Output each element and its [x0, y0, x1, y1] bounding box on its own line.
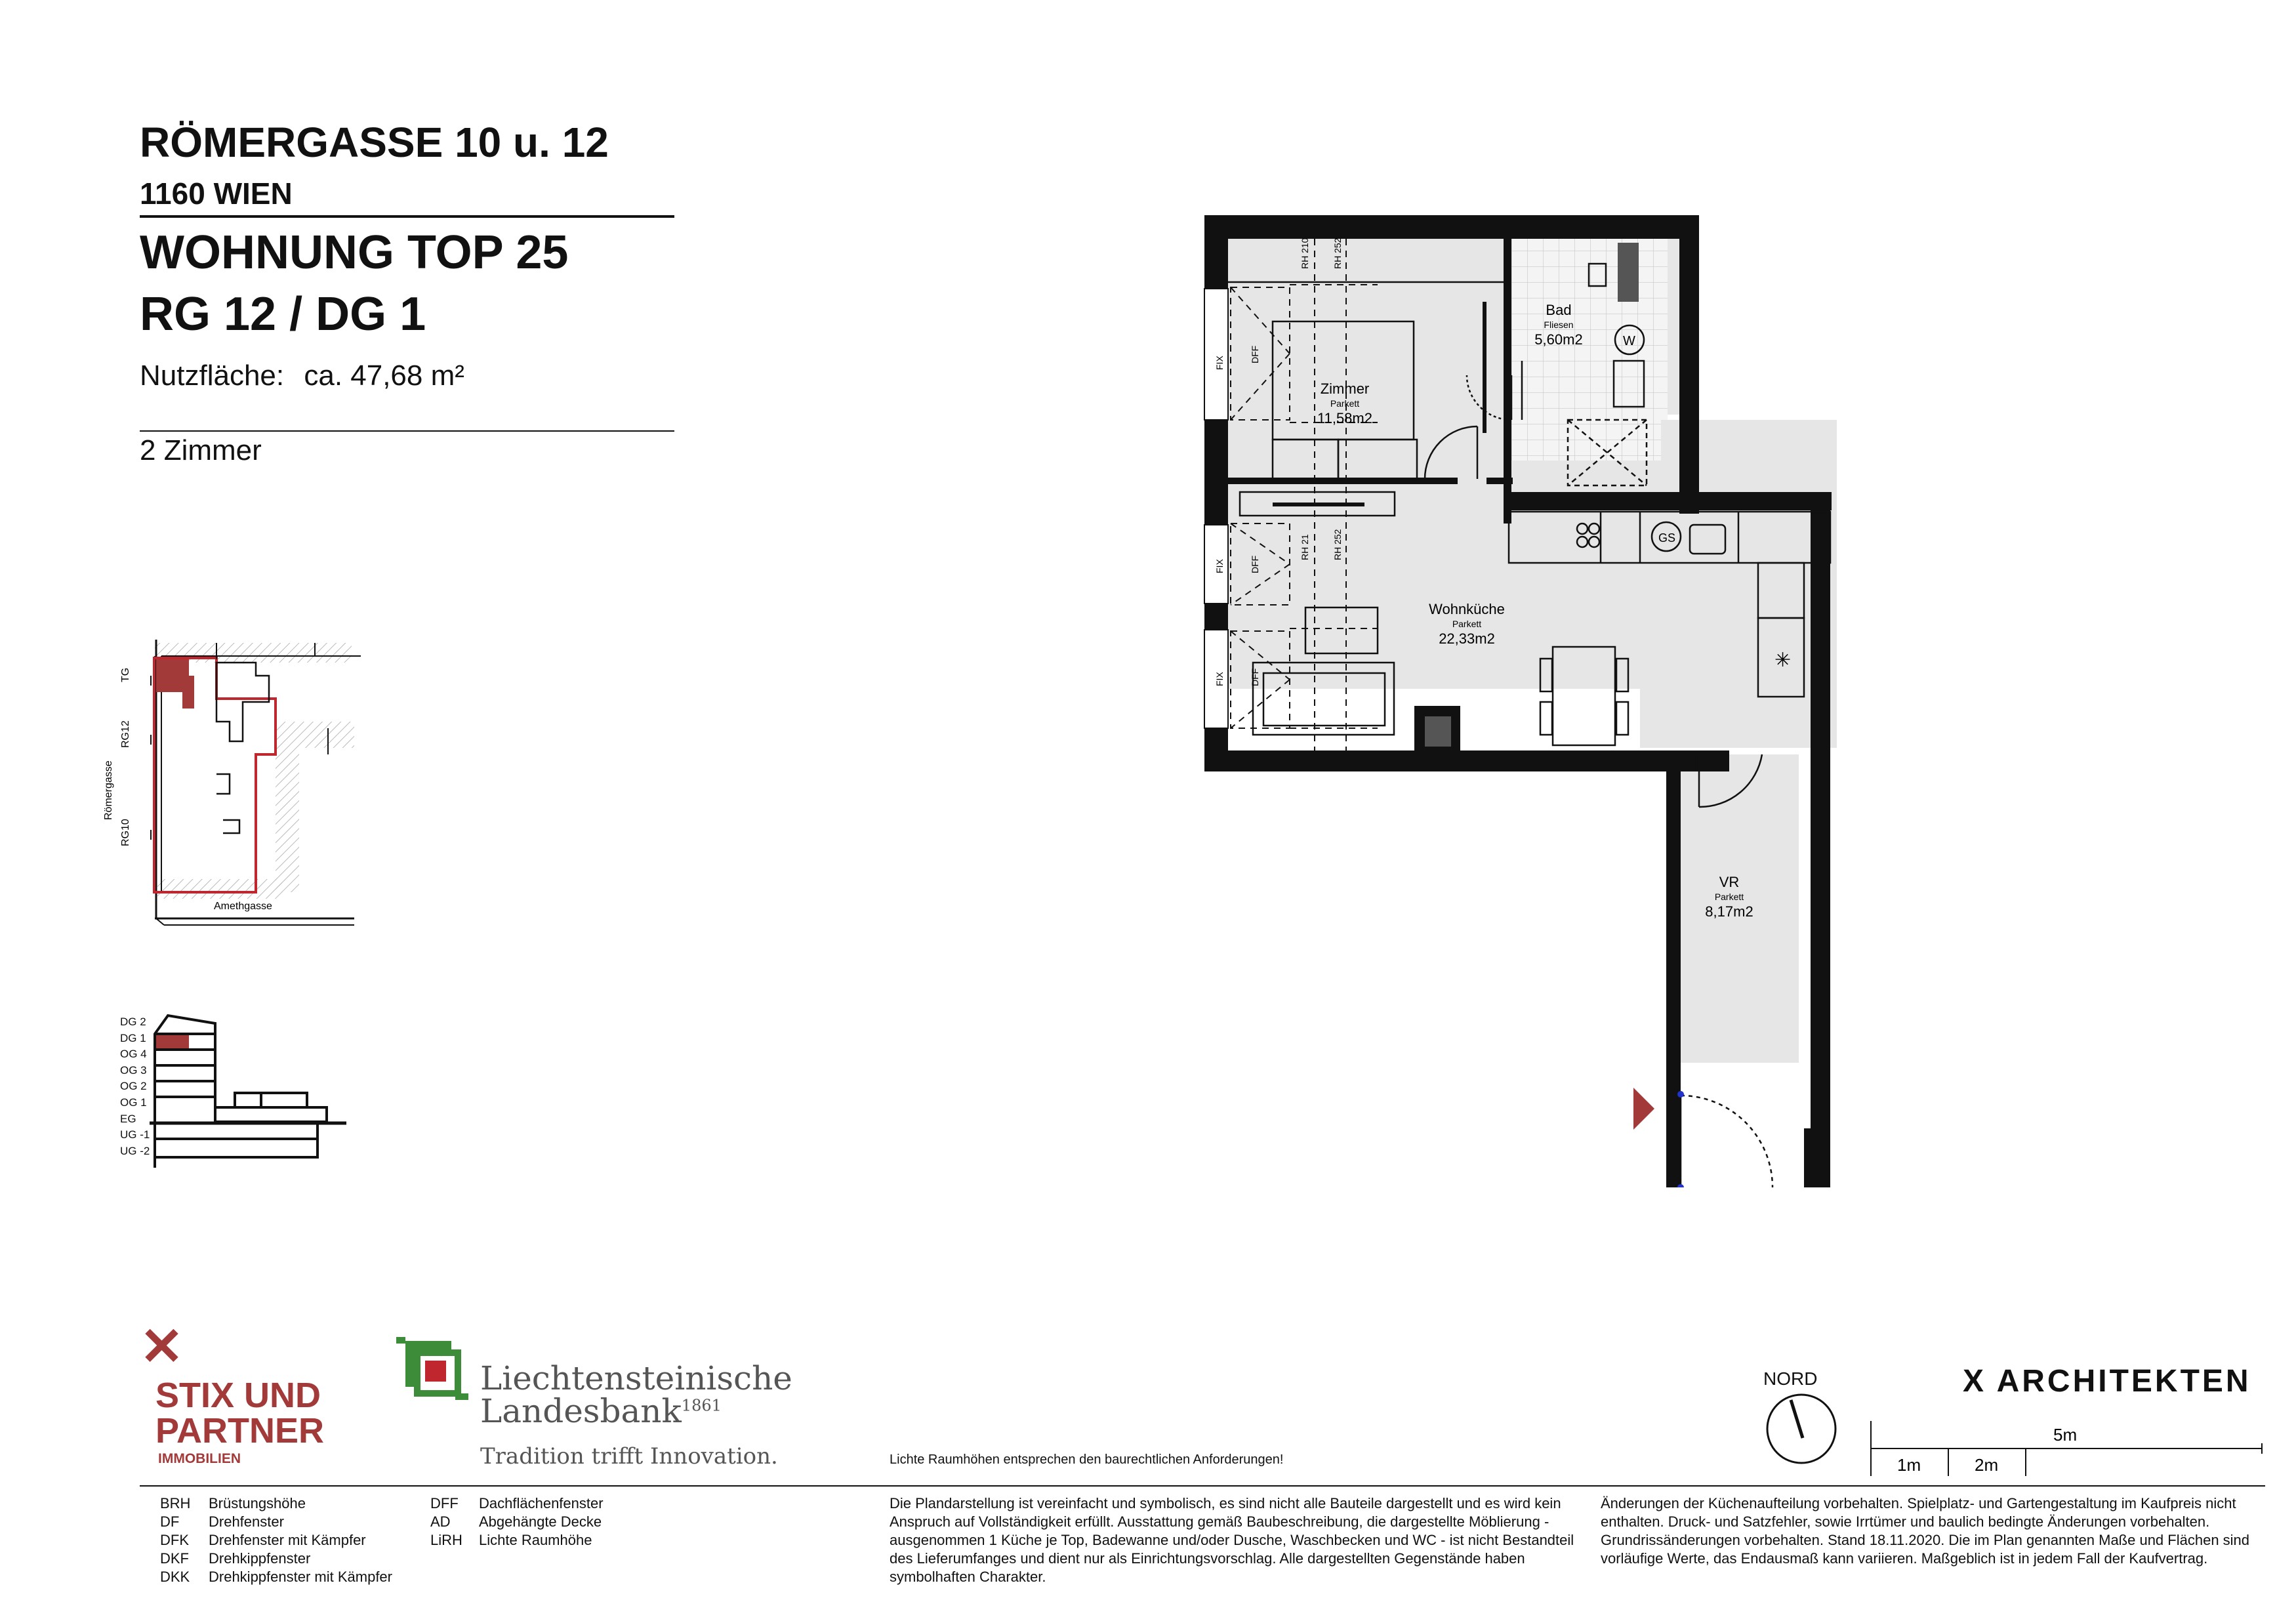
entrance-arrow-icon [1633, 1088, 1654, 1130]
llb-logo [396, 1332, 816, 1476]
ceiling-note: Lichte Raumhöhen entsprechen den baurechtlichen Anforderungen! [890, 1452, 1284, 1467]
legend-abbr: BRH [160, 1495, 191, 1511]
llb-slogan: Tradition trifft Innovation. [480, 1443, 778, 1469]
legend-text: Abgehängte Decke [479, 1513, 602, 1530]
section-highlight [156, 1035, 189, 1048]
scale-2m: 2m [1975, 1455, 1999, 1475]
legend-row [430, 1513, 604, 1531]
legend-text: Lichte Raumhöhe [479, 1532, 592, 1548]
fix-label: FIX [1214, 559, 1225, 573]
stix-line2: PARTNER [155, 1411, 325, 1450]
legend-text: Drehkippfenster [209, 1550, 311, 1567]
site-label-amethgasse: Amethgasse [214, 901, 272, 912]
area-row [140, 360, 464, 392]
llb-line2: Landesbank [480, 1392, 682, 1430]
room-floor: Parkett [1714, 892, 1744, 902]
area-value: ca. 47,68 m² [304, 360, 464, 392]
scale-1m: 1m [1897, 1455, 1921, 1475]
legend-row [430, 1494, 604, 1513]
floor-label: OG 3 [120, 1063, 147, 1077]
floor-label: DG 1 [120, 1031, 146, 1044]
legend-text: Brüstungshöhe [209, 1495, 306, 1511]
rh-label: RH 252 [1332, 529, 1343, 560]
legend-abbr: DFF [430, 1495, 459, 1511]
dff-label: DFF [1250, 555, 1260, 573]
legend-abbr: DF [160, 1513, 180, 1530]
floor-label: UG -1 [120, 1128, 150, 1141]
llb-line1: Liechtensteinische [480, 1359, 792, 1397]
fix-label: FIX [1214, 672, 1225, 686]
legend-abbr: DFK [160, 1532, 189, 1548]
site-label-rg10: RG10 [120, 819, 131, 846]
floor-label: OG 2 [120, 1080, 147, 1093]
room-floor: Fliesen [1544, 319, 1574, 330]
legend-text: Drehfenster [209, 1513, 284, 1530]
site-plan [98, 630, 374, 932]
dff-label: DFF [1250, 668, 1260, 686]
north-arrow-icon [1762, 1389, 1841, 1468]
legend-abbr: AD [430, 1513, 451, 1530]
llb-year: 1861 [681, 1396, 722, 1415]
city-subtitle: 1160 WIEN [140, 176, 293, 211]
floor-label: EG [120, 1112, 136, 1125]
legend-text: Drehfenster mit Kämpfer [209, 1532, 366, 1548]
x-logo-icon: ✕ [140, 1317, 184, 1376]
scale-bar [1870, 1417, 2263, 1476]
site-label-tg: TG [120, 667, 131, 682]
floor-label: OG 1 [120, 1096, 147, 1109]
floor-label: OG 4 [120, 1048, 147, 1061]
dff-label: DFF [1250, 345, 1260, 363]
scale-5m: 5m [2053, 1425, 2078, 1445]
legend-col1 [160, 1494, 392, 1586]
washer-label: W [1623, 334, 1635, 348]
floor-label: UG -2 [120, 1144, 150, 1157]
floor-plan [1181, 203, 1837, 1187]
legend-row [160, 1513, 392, 1531]
area-label: Nutzfläche: [140, 360, 285, 392]
footer-divider [140, 1485, 2265, 1487]
fix-label: FIX [1214, 356, 1225, 370]
disclaimer-left: Die Plandarstellung ist vereinfacht und symbolisch, es sind nicht alle Bauteile dargestellt und es wird kein Anspruch auf Vollständigkeit erfüllt. Ausstattung gemäß Baubeschreibung, die dargestellte Möblierung - ausgenommen 1 Küche je Top, Badewanne und/oder Dusche, Waschbecken und WC - ist nicht Bestandteil des Lieferumfanges und dient nur als Einrichtungsvorschlag. Alle dargestellten Gegenstände haben symbolhaften Charakter. [890, 1495, 1574, 1585]
legend-row [160, 1494, 392, 1513]
legend-abbr: LiRH [430, 1532, 462, 1548]
entrance-marker-icon [1677, 1091, 1684, 1098]
legend-text: Dachflächenfenster [479, 1495, 604, 1511]
room-name: Zimmer [1320, 380, 1370, 397]
building-title: RG 12 / DG 1 [140, 288, 426, 340]
north-label: NORD [1763, 1368, 1818, 1389]
legend-abbr: DKK [160, 1569, 190, 1585]
stix-line1: STIX UND [155, 1376, 321, 1415]
legend-text: Drehkippfenster mit Kämpfer [209, 1569, 392, 1585]
rh-label: RH 252 [1332, 237, 1343, 269]
disclaimer-right: Änderungen der Küchenaufteilung vorbehalten. Spielplatz- und Gartengestaltung im Kaufpreis nicht enthalten. Druck- und Satzfehler, sowie Irrtümer und baulich bedingte Änderungen vorbehalten. Grundrissänderungen vorbehalten. Stand 18.11.2020. Die im Plan genannten Maße und Flächen sind vorläufige Werte, das Endausmaß kann variieren. Maßgeblich ist in jedem Fall der Kaufvertrag. [1601, 1495, 2250, 1567]
section-labels [120, 1014, 150, 1159]
room-name: Bad [1546, 302, 1572, 318]
legend-row [160, 1531, 392, 1550]
room-name: Wohnküche [1429, 601, 1505, 617]
stix-line3: IMMOBILIEN [158, 1451, 241, 1466]
llb-emblem-icon [396, 1332, 470, 1405]
site-label-roemergasse: Römergasse [103, 760, 114, 820]
rooms-count: 2 Zimmer [140, 434, 262, 466]
room-area: 8,17m2 [1705, 903, 1753, 920]
legend-col2 [430, 1494, 604, 1550]
legend-row [160, 1550, 392, 1568]
room-area: 5,60m2 [1534, 331, 1583, 348]
room-area: 11,58m2 [1317, 410, 1372, 426]
legend-row [430, 1531, 604, 1550]
room-floor: Parkett [1330, 398, 1360, 409]
area-divider [140, 430, 674, 432]
gs-label: GS [1658, 531, 1676, 544]
site-label-rg12: RG12 [120, 720, 131, 748]
legend-abbr: DKF [160, 1550, 189, 1567]
architect-logo: X ARCHITEKTEN [1963, 1364, 2251, 1399]
room-name: VR [1719, 874, 1740, 890]
room-floor: Parkett [1452, 619, 1482, 629]
header-divider [140, 215, 674, 218]
rh-label: RH 210 [1300, 237, 1310, 269]
room-area: 22,33m2 [1439, 630, 1495, 647]
floor-label: DG 2 [120, 1016, 146, 1028]
fridge-icon: ✳ [1774, 649, 1792, 671]
legend-row [160, 1568, 392, 1586]
street-title: RÖMERGASSE 10 u. 12 [140, 119, 609, 166]
section-diagram [150, 1010, 353, 1174]
unit-title: WOHNUNG TOP 25 [140, 226, 569, 279]
rh-label: RH 21 [1300, 534, 1310, 560]
